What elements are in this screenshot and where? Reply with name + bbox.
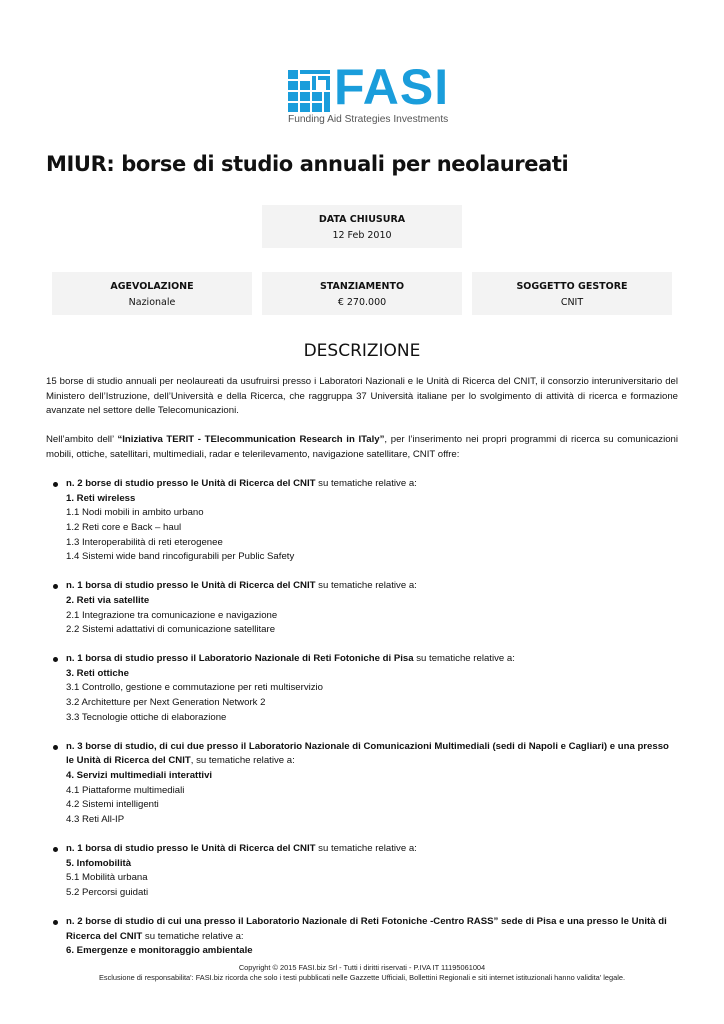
- offer-item: [46, 842, 678, 900]
- topic-item: 4.1 Piattaforme multimediali: [66, 784, 185, 796]
- agevolazione-label: AGEVOLAZIONE: [110, 281, 194, 292]
- page-title: MIUR: borse di studio annuali per neolaureati: [46, 152, 569, 176]
- logo-wordmark: FASI: [334, 59, 450, 115]
- topic-item: 3.3 Tecnologie ottiche di elaborazione: [66, 711, 227, 723]
- topic-heading: 5. Infomobilità: [66, 857, 132, 869]
- offer-text: su tematiche relative a:: [413, 653, 515, 665]
- offer-bold: n. 1 borsa di studio presso il Laboratorio Nazionale di Reti Fotoniche di Pisa: [66, 653, 414, 665]
- fasi-logo: [288, 59, 450, 128]
- offer-block: [46, 915, 678, 959]
- topic-heading: 6. Emergenze e monitoraggio ambientale: [66, 945, 253, 957]
- stanziamento-box: [262, 272, 462, 315]
- bullet-icon: [53, 847, 58, 852]
- stanziamento-label: STANZIAMENTO: [319, 281, 405, 292]
- description-body: [46, 375, 678, 994]
- offer-block: [46, 652, 678, 725]
- bullet-icon: [53, 745, 58, 750]
- offer-bold: n. 2 borse di studio presso le Unità di Ricerca del CNIT: [66, 478, 316, 490]
- data-chiusura-value: 12 Feb 2010: [332, 230, 392, 241]
- offer-item: [46, 915, 678, 959]
- topic-item: 3.1 Controllo, gestione e commutazione per reti multiservizio: [66, 682, 324, 694]
- soggetto-gestore-label: SOGGETTO GESTORE: [516, 281, 628, 292]
- offer-item: [46, 740, 678, 828]
- terit-before: Nell’ambito dell’: [46, 434, 118, 446]
- soggetto-gestore-value: CNIT: [560, 297, 584, 308]
- offer-text: su tematiche relative a:: [315, 843, 417, 854]
- section-title: DESCRIZIONE: [303, 341, 421, 361]
- topic-item: 1.2 Reti core e Back – haul: [66, 521, 182, 533]
- agevolazione-value: Nazionale: [128, 297, 176, 308]
- offer-item: [46, 579, 678, 637]
- bullet-icon: [53, 657, 58, 662]
- copyright: Copyright © 2015 FASI.biz Srl - Tutti i diritti riservati - P.IVA IT 11195061004: [238, 962, 486, 972]
- offer-bold: n. 2 borse di studio di cui una presso il Laboratorio Nazionale di Reti Fotoniche -Centro RASS” sede di Pisa e una presso le Unità di Ricerca del CNIT: [66, 915, 667, 942]
- logo-tagline: Funding Aid Strategies Investments: [288, 114, 449, 125]
- offer-text: su tematiche relative a:: [315, 478, 417, 490]
- offer-item: [46, 477, 678, 565]
- topic-heading: 1. Reti wireless: [66, 492, 136, 504]
- logo-grid-icon: [288, 70, 330, 112]
- bullet-icon: [53, 584, 58, 589]
- topic-heading: 4. Servizi multimediali interattivi: [66, 770, 213, 782]
- bullet-icon: [53, 482, 58, 487]
- offer-text: , su tematiche relative a:: [190, 755, 295, 767]
- offer-block: [46, 842, 678, 900]
- offer-bold: n. 1 borsa di studio presso le Unità di Ricerca del CNIT: [66, 843, 316, 854]
- topic-item: 5.1 Mobilità urbana: [66, 872, 148, 884]
- offer-item: [46, 652, 678, 725]
- offers-list: [46, 477, 678, 959]
- footer: [0, 963, 724, 984]
- agevolazione-box: [52, 272, 252, 315]
- topic-item: 1.3 Interoperabilità di reti eterogenee: [66, 536, 223, 548]
- topic-item: 5.2 Percorsi guidati: [66, 886, 149, 898]
- offer-bold: n. 1 borsa di studio presso le Unità di Ricerca del CNIT: [66, 580, 316, 592]
- topic-item: 4.3 Reti All-IP: [66, 813, 125, 825]
- terit-after: , per l’inserimento nei propri programmi di ricerca su comunicazioni mobili, ottiche, satellitari, multimediali, radar e telerilevamento, navigazione satellitare, CNIT offre:: [46, 434, 678, 460]
- intro-paragraph: 15 borse di studio annuali per neolaureati da usufruirsi presso i Laboratori Nazionali e le Unità di Ricerca del CNIT, il consorzio interuniversitario del Ministero dell’Istruzione, dell’Università e della Ricerca, che raggruppa 37 Università italiane per lo svolgimento di attività di ricerca e formazione avanzate nel settore delle Telecomunicazioni.: [46, 376, 678, 417]
- disclaimer: Esclusione di responsabilita': FASI.biz ricorda che solo i testi pubblicati nelle Gazzette Ufficiali, Bollettini Regionali e siti internet istituzionali hanno validita' legale.: [98, 973, 626, 983]
- data-chiusura-label: DATA CHIUSURA: [318, 214, 406, 225]
- topic-item: 4.2 Sistemi intelligenti: [66, 799, 159, 811]
- soggetto-gestore-box: [472, 272, 672, 315]
- topic-heading: 3. Reti ottiche: [66, 667, 129, 679]
- offer-text: su tematiche relative a:: [142, 930, 244, 942]
- offer-block: [46, 579, 678, 637]
- stanziamento-value: € 270.000: [337, 297, 387, 308]
- bullet-icon: [53, 920, 58, 925]
- data-chiusura-box: [262, 205, 462, 248]
- topic-item: 1.4 Sistemi wide band rincofigurabili per Public Safety: [66, 551, 295, 563]
- topic-item: 2.2 Sistemi adattativi di comunicazione satellitare: [66, 624, 276, 636]
- terit-paragraph: [46, 433, 678, 462]
- offer-text: su tematiche relative a:: [315, 580, 417, 592]
- offer-block: [46, 740, 678, 828]
- offer-bold: n. 3 borse di studio, di cui due presso il Laboratorio Nazionale di Comunicazioni Multimediali (sedi di Napoli e Cagliari) e una presso le Unità di Ricerca del CNIT: [66, 740, 669, 767]
- terit-bold: “Iniziativa TERIT - TElecommunication Research in ITaly”: [117, 434, 385, 446]
- topic-item: 3.2 Architetture per Next Generation Network 2: [66, 697, 266, 709]
- topic-item: 2.1 Integrazione tra comunicazione e navigazione: [66, 609, 278, 621]
- topic-heading: 2. Reti via satellite: [66, 594, 150, 606]
- topic-item: 1.1 Nodi mobili in ambito urbano: [66, 507, 204, 519]
- offer-block: [46, 477, 678, 565]
